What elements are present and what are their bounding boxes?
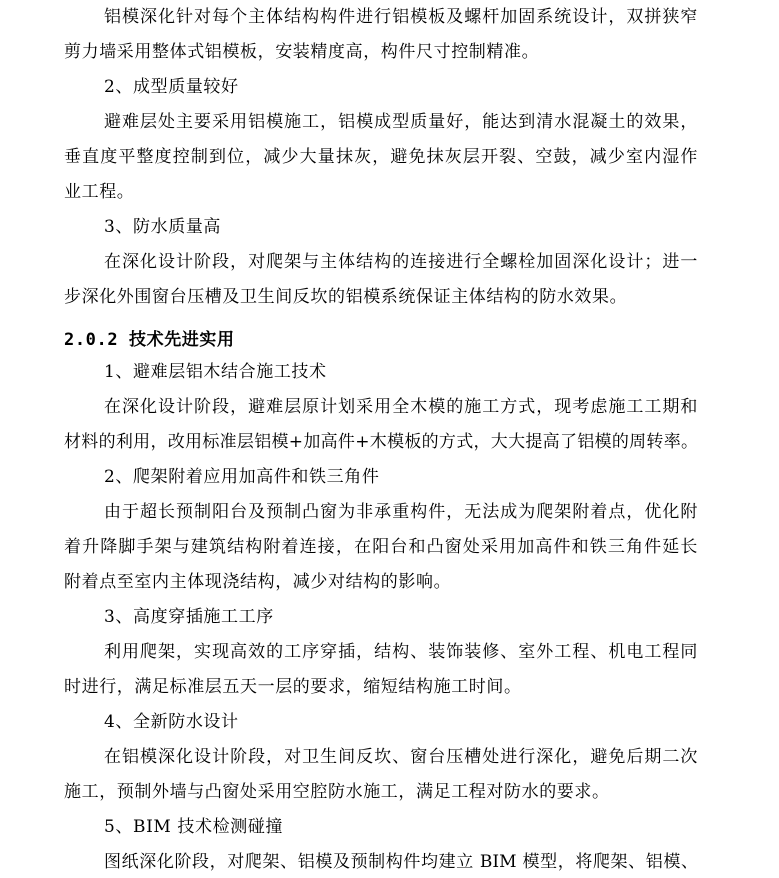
list-item-heading: 1、避难层铝木结合施工技术	[104, 362, 327, 382]
paragraph-line: 着升降脚手架与建筑结构附着连接，在阳台和凸窗处采用加高件和铁三角件延长	[64, 537, 698, 557]
paragraph-line: 铝模深化针对每个主体结构构件进行铝模板及螺杆加固系统设计，双拼狭窄	[104, 7, 698, 27]
paragraph-line: 利用爬架，实现高效的工序穿插，结构、装饰装修、室外工程、机电工程同	[104, 642, 698, 662]
paragraph-line: 材料的利用，改用标准层铝模+加高件+木模板的方式，大大提高了铝模的周转率。	[64, 432, 698, 452]
list-item-heading: 2、成型质量较好	[104, 77, 239, 97]
list-item-heading: 4、全新防水设计	[104, 712, 239, 732]
paragraph-line: 垂直度平整度控制到位，减少大量抹灰，避免抹灰层开裂、空鼓，减少室内湿作	[64, 147, 698, 167]
paragraph-line: 图纸深化阶段，对爬架、铝模及预制构件均建立 BIM 模型，将爬架、铝模、	[104, 852, 698, 872]
list-item-heading: 3、防水质量高	[104, 217, 222, 237]
paragraph-line: 由于超长预制阳台及预制凸窗为非承重构件，无法成为爬架附着点，优化附	[104, 502, 698, 522]
paragraph-line: 步深化外围窗台压槽及卫生间反坎的铝模系统保证主体结构的防水效果。	[64, 287, 628, 307]
paragraph-line: 剪力墙采用整体式铝模板，安装精度高，构件尺寸控制精准。	[64, 42, 540, 62]
paragraph-line: 时进行，满足标准层五天一层的要求，缩短结构施工时间。	[64, 677, 522, 697]
list-item-heading: 5、BIM 技术检测碰撞	[104, 817, 284, 837]
list-item-heading: 3、高度穿插施工工序	[104, 607, 274, 627]
paragraph-line: 施工，预制外墙与凸窗处采用空腔防水施工，满足工程对防水的要求。	[64, 782, 610, 802]
paragraph-line: 在深化设计阶段，避难层原计划采用全木模的施工方式，现考虑施工工期和	[104, 397, 698, 417]
paragraph-line: 在深化设计阶段，对爬架与主体结构的连接进行全螺栓加固深化设计；进一	[104, 252, 698, 272]
paragraph-line: 业工程。	[64, 182, 135, 202]
list-item-heading: 2、爬架附着应用加高件和铁三角件	[104, 467, 380, 487]
section-heading: 2.0.2 技术先进实用	[64, 330, 235, 350]
paragraph-line: 附着点至室内主体现浇结构，减少对结构的影响。	[64, 572, 452, 592]
paragraph-line: 避难层处主要采用铝模施工，铝模成型质量好，能达到清水混凝土的效果，	[104, 112, 698, 132]
paragraph-line: 在铝模深化设计阶段，对卫生间反坎、窗台压槽处进行深化，避免后期二次	[104, 747, 698, 767]
